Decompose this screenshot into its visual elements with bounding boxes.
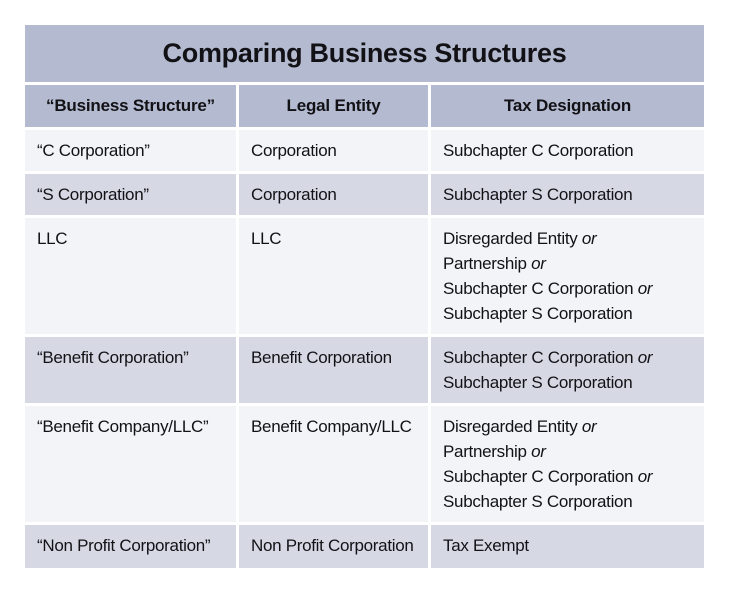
legal-entity-cell: Non Profit Corporation [239, 525, 428, 568]
tax-designation-line: Subchapter C Corporation or [443, 348, 653, 367]
tax-designation-cell [431, 406, 704, 522]
table-title: Comparing Business Structures [25, 25, 704, 82]
header-legal-entity: Legal Entity [239, 85, 428, 127]
tax-designation-cell [431, 130, 704, 171]
or-connector: or [637, 348, 653, 367]
or-connector: or [531, 254, 546, 273]
business-structure-cell: “C Corporation” [25, 130, 236, 171]
tax-designation-cell [431, 218, 704, 334]
table-row [25, 218, 704, 334]
legal-entity-cell: Corporation [239, 174, 428, 215]
legal-entity-cell: Corporation [239, 130, 428, 171]
header-tax-designation: Tax Designation [431, 85, 704, 127]
table-row [25, 337, 704, 403]
table-row [25, 406, 704, 522]
tax-designation-line: Subchapter C Corporation [443, 141, 634, 160]
tax-designation-line: Subchapter S Corporation [443, 304, 633, 323]
business-structure-cell: “Benefit Corporation” [25, 337, 236, 403]
table-header-row [25, 85, 704, 127]
tax-designation-line: Subchapter S Corporation [443, 492, 633, 511]
or-connector: or [581, 417, 597, 436]
tax-designation-line: Partnership or [443, 254, 546, 273]
tax-designation-line: Disregarded Entity or [443, 417, 597, 436]
table-title-row [25, 25, 704, 82]
tax-designation-line: Disregarded Entity or [443, 229, 597, 248]
business-structure-cell: “Non Profit Corporation” [25, 525, 236, 568]
tax-designation-line: Subchapter C Corporation or [443, 279, 653, 298]
header-business-structure: “Business Structure” [25, 85, 236, 127]
or-connector: or [637, 279, 653, 298]
tax-designation-line: Subchapter S Corporation [443, 373, 633, 392]
tax-designation-line: Subchapter C Corporation or [443, 467, 653, 486]
or-connector: or [581, 229, 597, 248]
tax-designation-line: Tax Exempt [443, 536, 529, 555]
business-structures-table [22, 22, 707, 571]
or-connector: or [637, 467, 653, 486]
tax-designation-line: Subchapter S Corporation [443, 185, 633, 204]
legal-entity-cell: Benefit Company/LLC [239, 406, 428, 522]
legal-entity-cell: LLC [239, 218, 428, 334]
business-structure-cell: “S Corporation” [25, 174, 236, 215]
tax-designation-line: Partnership or [443, 442, 546, 461]
legal-entity-cell: Benefit Corporation [239, 337, 428, 403]
tax-designation-cell [431, 174, 704, 215]
tax-designation-cell [431, 337, 704, 403]
tax-designation-cell [431, 525, 704, 568]
or-connector: or [531, 442, 546, 461]
table-row [25, 174, 704, 215]
table-body [25, 130, 704, 568]
table-row [25, 525, 704, 568]
business-structure-cell: “Benefit Company/LLC” [25, 406, 236, 522]
business-structure-cell: LLC [25, 218, 236, 334]
table-row [25, 130, 704, 171]
